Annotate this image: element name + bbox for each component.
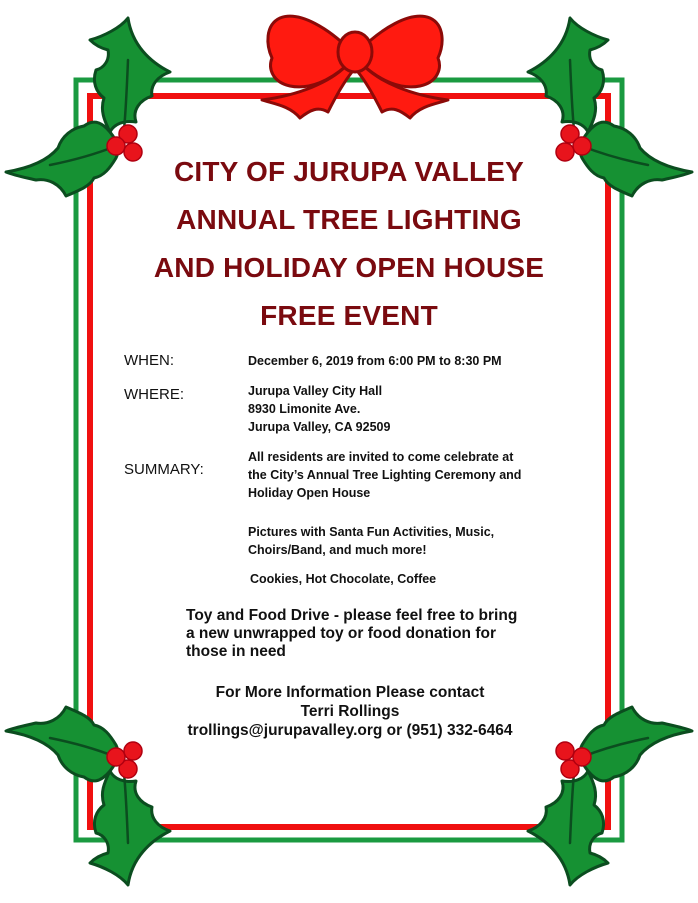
summary-line: the City’s Annual Tree Lighting Ceremony and xyxy=(248,468,522,482)
where-line: 8930 Limonite Ave. xyxy=(248,402,361,416)
activities-line: Choirs/Band, and much more! xyxy=(248,543,427,557)
title-line-4: FREE EVENT xyxy=(260,300,438,331)
activities-line: Pictures with Santa Fun Activities, Music, xyxy=(248,525,495,539)
toy-drive-line: those in need xyxy=(186,643,286,660)
contact-line[interactable]: trollings@jurupavalley.org or (951) 332-6464 xyxy=(187,722,513,739)
summary-value xyxy=(248,448,521,502)
summary-line: All residents are invited to come celebrate at xyxy=(248,450,514,464)
refreshments: Cookies, Hot Chocolate, Coffee xyxy=(250,572,437,586)
summary-line: Holiday Open House xyxy=(248,486,371,500)
contact-block xyxy=(150,683,550,740)
where-label: WHERE: xyxy=(124,386,184,403)
title-line-2: ANNUAL TREE LIGHTING xyxy=(176,204,522,235)
when-value: December 6, 2019 from 6:00 PM to 8:30 PM xyxy=(248,354,502,368)
summary-label: SUMMARY: xyxy=(124,461,204,478)
toy-drive xyxy=(186,607,517,661)
title-line-1: CITY OF JURUPA VALLEY xyxy=(173,156,525,187)
where-line: Jurupa Valley, CA 92509 xyxy=(248,420,391,434)
title-line-3: AND HOLIDAY OPEN HOUSE xyxy=(153,252,545,283)
contact-name: Terri Rollings xyxy=(300,703,400,720)
where-value xyxy=(248,382,390,436)
contact-heading: For More Information Please contact xyxy=(215,684,485,701)
when-label: WHEN: xyxy=(124,352,174,369)
activities xyxy=(248,523,494,559)
toy-drive-line: a new unwrapped toy or food donation for xyxy=(186,625,496,642)
where-line: Jurupa Valley City Hall xyxy=(248,384,383,398)
bow-icon xyxy=(262,16,448,118)
toy-drive-line: Toy and Food Drive - please feel free to bring xyxy=(186,607,518,624)
